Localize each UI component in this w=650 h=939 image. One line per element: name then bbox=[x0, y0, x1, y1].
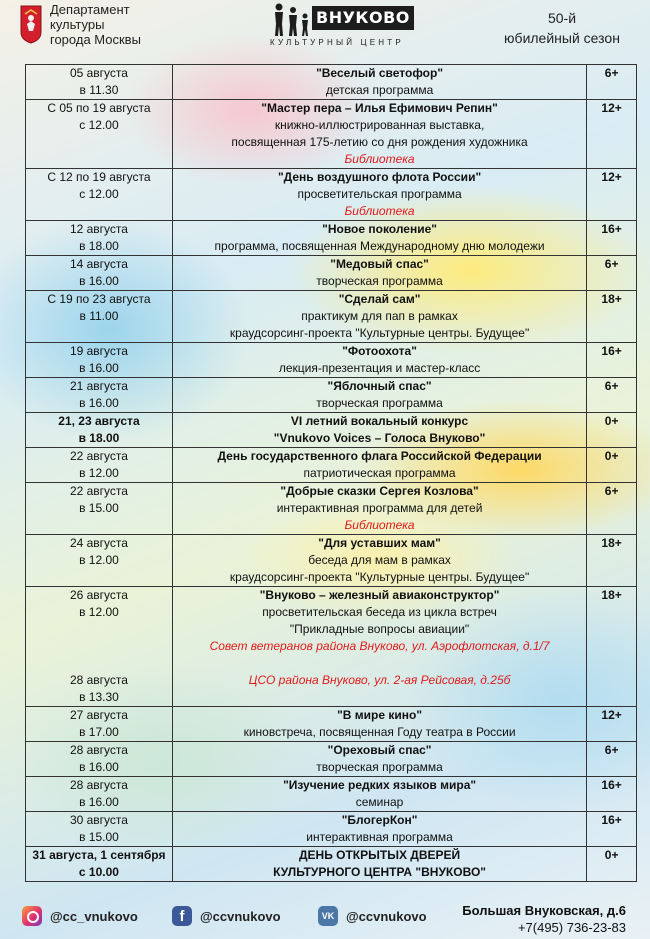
event-title: "Внуково – железный авиаконструктор" bbox=[259, 588, 500, 602]
event-description-cell bbox=[172, 100, 586, 169]
event-description-line: творческая программа bbox=[316, 396, 443, 410]
event-title: "Яблочный спас" bbox=[327, 379, 432, 393]
event-date-line: С 12 по 19 августа bbox=[47, 170, 151, 184]
event-date-cell bbox=[26, 535, 173, 587]
facebook-handle: @ccvnukovo bbox=[200, 908, 281, 924]
event-description-line: "Прикладные вопросы авиации" bbox=[289, 622, 470, 636]
event-description-line: семинар bbox=[355, 795, 404, 809]
event-description-cell bbox=[172, 221, 586, 256]
event-row bbox=[26, 291, 637, 343]
event-row bbox=[26, 535, 637, 587]
event-row bbox=[26, 65, 637, 100]
season-label: 50-й юбилейный сезон bbox=[504, 10, 620, 46]
event-description-cell bbox=[172, 256, 586, 291]
event-date-line: в 16.00 bbox=[79, 760, 119, 774]
event-description-line: киновстреча, посвященная Году театра в России bbox=[243, 725, 516, 739]
event-description-line: посвященная 175-летию со дня рождения художника bbox=[231, 135, 528, 149]
age-rating: 0+ bbox=[587, 847, 637, 882]
event-date-line: 22 августа bbox=[69, 484, 128, 498]
logo-wordmark: ВНУКОВО bbox=[312, 6, 414, 30]
department-name: Департамент культуры города Москвы bbox=[50, 2, 141, 47]
event-date-line: в 17.00 bbox=[79, 725, 119, 739]
event-row bbox=[26, 100, 637, 169]
phone-number: +7(495) 736-23-83 bbox=[517, 920, 626, 935]
age-rating: 12+ bbox=[587, 100, 637, 169]
event-row bbox=[26, 483, 637, 535]
event-date-cell bbox=[26, 291, 173, 343]
event-description-line: детская программа bbox=[325, 83, 434, 97]
event-date-cell bbox=[26, 65, 173, 100]
facebook-link[interactable] bbox=[172, 906, 281, 926]
event-date-cell bbox=[26, 707, 173, 742]
event-date-cell bbox=[26, 343, 173, 378]
event-date-line: с 12.00 bbox=[79, 187, 119, 201]
event-title: "Новое поколение" bbox=[322, 222, 437, 236]
event-date-cell bbox=[26, 378, 173, 413]
vk-handle: @ccvnukovo bbox=[346, 908, 427, 924]
event-row bbox=[26, 812, 637, 847]
age-rating: 16+ bbox=[587, 812, 637, 847]
event-description-cell bbox=[172, 812, 586, 847]
event-description-cell bbox=[172, 707, 586, 742]
event-row bbox=[26, 378, 637, 413]
event-title: "Для уставших мам" bbox=[318, 536, 441, 550]
event-date-line: 26 августа bbox=[69, 588, 128, 602]
event-title: "Сделай сам" bbox=[338, 292, 421, 306]
event-description-line: просветительская беседа из цикла встреч bbox=[262, 605, 497, 619]
event-date-cell bbox=[26, 742, 173, 777]
street-address: Большая Внуковская, д.6 bbox=[462, 903, 626, 918]
events-table-body bbox=[26, 65, 637, 882]
age-rating: 18+ bbox=[587, 535, 637, 587]
event-date-line: в 12.00 bbox=[79, 466, 119, 480]
event-date-cell bbox=[26, 169, 173, 221]
event-date-line: 12 августа bbox=[69, 222, 128, 236]
event-row bbox=[26, 169, 637, 221]
family-figures-icon bbox=[270, 2, 312, 36]
event-description-line: просветительская программа bbox=[297, 187, 462, 201]
event-title: "БлогерКон" bbox=[341, 813, 418, 827]
event-description-line: творческая программа bbox=[316, 760, 443, 774]
event-row bbox=[26, 256, 637, 291]
age-rating: 6+ bbox=[587, 378, 637, 413]
logo-subtitle: КУЛЬТУРНЫЙ ЦЕНТР bbox=[270, 38, 404, 47]
event-description-cell bbox=[172, 587, 586, 707]
event-description-cell bbox=[172, 413, 586, 448]
event-date-line bbox=[28, 655, 170, 672]
age-rating: 16+ bbox=[587, 221, 637, 256]
event-date-cell bbox=[26, 256, 173, 291]
event-title: "День воздушного флота России" bbox=[277, 170, 482, 184]
event-date-line: с 12.00 bbox=[79, 118, 119, 132]
event-date-line: в 16.00 bbox=[79, 396, 119, 410]
event-title: VI летний вокальный конкурс bbox=[290, 414, 469, 428]
event-title: "Веселый светофор" bbox=[316, 66, 444, 80]
facebook-icon: f bbox=[172, 906, 192, 926]
event-title: "Мастер пера – Илья Ефимович Репин" bbox=[261, 101, 498, 115]
event-title: "Ореховый спас" bbox=[327, 743, 432, 757]
event-date-line: 21, 23 августа bbox=[58, 414, 140, 428]
event-date-line: 24 августа bbox=[69, 536, 128, 550]
event-location: ЦСО района Внуково, ул. 2-ая Рейсовая, д.25б bbox=[248, 673, 511, 687]
event-date-line: 21 августа bbox=[69, 379, 128, 393]
event-description-cell bbox=[172, 847, 586, 882]
event-date-line: 30 августа bbox=[69, 813, 128, 827]
event-location: Библиотека bbox=[344, 518, 415, 532]
event-description-cell bbox=[172, 343, 586, 378]
event-date-line: в 16.00 bbox=[79, 795, 119, 809]
event-date-line: в 12.00 bbox=[79, 605, 119, 619]
vk-icon: VK bbox=[318, 906, 338, 926]
event-date-cell bbox=[26, 847, 173, 882]
event-date-line: С 19 по 23 августа bbox=[47, 292, 151, 306]
event-date-line: 14 августа bbox=[69, 257, 128, 271]
event-title: "Vnukovo Voices – Голоса Внуково" bbox=[273, 431, 486, 445]
moscow-coat-of-arms-icon bbox=[20, 4, 42, 44]
age-rating: 18+ bbox=[587, 587, 637, 707]
event-date-line: 05 августа bbox=[69, 66, 128, 80]
age-rating: 0+ bbox=[587, 413, 637, 448]
events-table bbox=[25, 64, 637, 882]
event-date-line: в 18.00 bbox=[79, 239, 119, 253]
event-date-line: 31 августа, 1 сентября bbox=[32, 848, 166, 862]
event-description-cell bbox=[172, 448, 586, 483]
age-rating: 16+ bbox=[587, 343, 637, 378]
event-description-cell bbox=[172, 483, 586, 535]
event-date-line: 28 августа bbox=[69, 778, 128, 792]
event-row bbox=[26, 413, 637, 448]
event-description-cell bbox=[172, 742, 586, 777]
event-title: "Медовый спас" bbox=[330, 257, 429, 271]
event-description-cell bbox=[172, 169, 586, 221]
event-date-line: в 15.00 bbox=[79, 501, 119, 515]
event-title: День государственного флага Российской Федерации bbox=[217, 449, 542, 463]
event-description-line: практикум для пап в рамках bbox=[301, 309, 458, 323]
event-date-line: в 16.00 bbox=[79, 361, 119, 375]
event-row bbox=[26, 221, 637, 256]
event-date-line bbox=[28, 638, 170, 655]
event-row bbox=[26, 777, 637, 812]
event-description-line: программа, посвященная Международному дню молодежи bbox=[214, 239, 545, 253]
page-footer bbox=[0, 896, 650, 939]
event-title: КУЛЬТУРНОГО ЦЕНТРА "ВНУКОВО" bbox=[273, 865, 486, 879]
event-row bbox=[26, 847, 637, 882]
event-date-line: 22 августа bbox=[69, 449, 128, 463]
event-date-cell bbox=[26, 448, 173, 483]
event-description-line: творческая программа bbox=[316, 274, 443, 288]
event-row bbox=[26, 343, 637, 378]
event-date-cell bbox=[26, 812, 173, 847]
event-description-line: книжно-иллюстрированная выставка, bbox=[274, 118, 485, 132]
contact-address bbox=[462, 902, 626, 936]
event-date-line: с 10.00 bbox=[78, 865, 119, 879]
event-location: Библиотека bbox=[344, 152, 415, 166]
event-date-line: 27 августа bbox=[69, 708, 128, 722]
page-header bbox=[0, 0, 650, 64]
age-rating: 6+ bbox=[587, 483, 637, 535]
event-location: Библиотека bbox=[344, 204, 415, 218]
event-description-line: беседа для мам в рамках bbox=[308, 553, 451, 567]
age-rating: 12+ bbox=[587, 169, 637, 221]
event-description-line bbox=[175, 689, 584, 706]
event-date-line: 19 августа bbox=[69, 344, 128, 358]
event-row bbox=[26, 707, 637, 742]
event-date-line: 28 августа bbox=[69, 743, 128, 757]
event-date-cell bbox=[26, 413, 173, 448]
event-description-line bbox=[175, 655, 584, 672]
event-date-line: в 16.00 bbox=[79, 274, 119, 288]
event-date-cell bbox=[26, 587, 173, 707]
event-title: "В мире кино" bbox=[337, 708, 423, 722]
event-row bbox=[26, 587, 637, 707]
event-date-line: в 11.00 bbox=[79, 309, 119, 323]
event-date-cell bbox=[26, 221, 173, 256]
event-date-line: в 18.00 bbox=[78, 431, 120, 445]
event-date-cell bbox=[26, 100, 173, 169]
event-title: "Изучение редких языков мира" bbox=[283, 778, 477, 792]
event-title: "Фотоохота" bbox=[342, 344, 417, 358]
event-description-cell bbox=[172, 378, 586, 413]
event-row bbox=[26, 742, 637, 777]
event-description-line: краудсорсинг-проекта "Культурные центры. Будущее" bbox=[229, 326, 530, 340]
event-date-line: в 15.00 bbox=[79, 830, 119, 844]
event-date-cell bbox=[26, 777, 173, 812]
event-description-line: лекция-презентация и мастер-класс bbox=[278, 361, 481, 375]
event-row bbox=[26, 448, 637, 483]
event-title: "Добрые сказки Сергея Козлова" bbox=[280, 484, 479, 498]
event-title: ДЕНЬ ОТКРЫТЫХ ДВЕРЕЙ bbox=[298, 848, 461, 862]
event-date-cell bbox=[26, 483, 173, 535]
vnukovo-logo bbox=[262, 2, 412, 52]
age-rating: 12+ bbox=[587, 707, 637, 742]
age-rating: 6+ bbox=[587, 256, 637, 291]
event-date-line bbox=[28, 621, 170, 638]
event-description-line: патриотическая программа bbox=[303, 466, 456, 480]
event-date-line: в 11.30 bbox=[79, 83, 119, 97]
age-rating: 6+ bbox=[587, 65, 637, 100]
event-description-line: интерактивная программа bbox=[306, 830, 453, 844]
event-description-cell bbox=[172, 535, 586, 587]
age-rating: 0+ bbox=[587, 448, 637, 483]
age-rating: 6+ bbox=[587, 742, 637, 777]
instagram-handle: @cc_vnukovo bbox=[50, 908, 138, 924]
event-date-line: в 13.30 bbox=[79, 690, 119, 704]
age-rating: 18+ bbox=[587, 291, 637, 343]
event-description-line: интерактивная программа для детей bbox=[276, 501, 483, 515]
event-description-cell bbox=[172, 291, 586, 343]
instagram-icon bbox=[22, 906, 42, 926]
event-description-line: краудсорсинг-проекта "Культурные центры. Будущее" bbox=[229, 570, 530, 584]
event-date-line: 28 августа bbox=[69, 673, 128, 687]
instagram-link[interactable] bbox=[22, 906, 138, 926]
event-location: Совет ветеранов района Внуково, ул. Аэрофлотская, д.1/7 bbox=[209, 639, 550, 653]
age-rating: 16+ bbox=[587, 777, 637, 812]
event-description-cell bbox=[172, 65, 586, 100]
event-description-cell bbox=[172, 777, 586, 812]
vk-link[interactable] bbox=[318, 906, 427, 926]
event-date-line: С 05 по 19 августа bbox=[47, 101, 151, 115]
event-date-line: в 12.00 bbox=[79, 553, 119, 567]
